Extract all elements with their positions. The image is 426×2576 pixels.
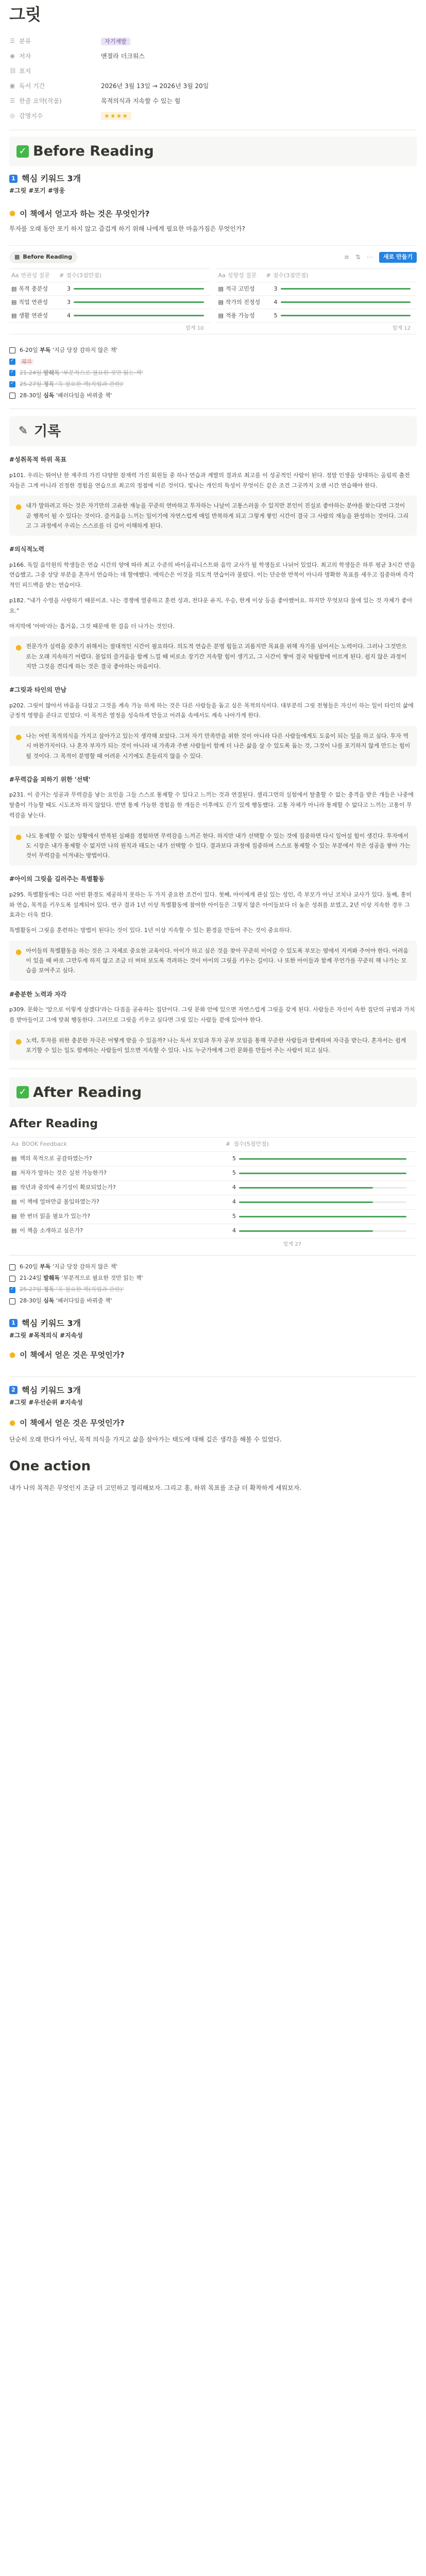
lightbulb-icon: ● bbox=[9, 1419, 16, 1428]
property-value[interactable] bbox=[101, 111, 131, 121]
list-icon: ☰ bbox=[10, 38, 15, 45]
todo-text bbox=[20, 1285, 124, 1295]
number-icon: 1 bbox=[9, 175, 18, 183]
hash-icon: # bbox=[226, 1140, 231, 1147]
row-score: 4 bbox=[274, 298, 278, 306]
keyword-heading-text: 핵심 키워드 3개 bbox=[22, 1385, 81, 1395]
todo-type: 정독 bbox=[43, 1286, 55, 1293]
property-row bbox=[9, 49, 417, 64]
table-row[interactable] bbox=[216, 282, 417, 296]
row-name bbox=[216, 298, 266, 308]
text-icon: Aa bbox=[218, 272, 226, 279]
before-reading-header bbox=[9, 137, 417, 166]
before-question bbox=[9, 208, 417, 234]
after-keywords-1 bbox=[9, 1316, 417, 1341]
divider bbox=[9, 1255, 417, 1256]
feedback-row[interactable] bbox=[9, 1224, 417, 1239]
question-text: 이 책에서 얻은 것은 무엇인가? bbox=[20, 1418, 125, 1428]
todo-text bbox=[20, 391, 112, 401]
todo-desc: '부분적으로 필요한 것만 읽는 책' bbox=[61, 369, 143, 377]
text-icon: Aa bbox=[11, 1140, 19, 1147]
row-score: 3 bbox=[67, 285, 71, 292]
checkbox[interactable] bbox=[9, 381, 15, 387]
property-label: 분류 bbox=[19, 38, 31, 45]
one-action-text: 내가 나의 목적은 무엇인지 조금 더 고민하고 정리해보자. 그리고 홍, 하위 목표를 조금 더 확착하게 세워보자. bbox=[9, 1484, 302, 1492]
feedback-label: 이 책에 얼마만큼 몰입하였는가? bbox=[20, 1198, 99, 1205]
todo-desc: '지금 당장 감하지 않은 책' bbox=[52, 1263, 118, 1270]
property-text: 앤절라 더크워스 bbox=[101, 53, 145, 60]
answer-text: 투자를 오래 동안 포기 하지 않고 즐겁게 하기 위해 나에게 필요한 마음가짐은 무엇인가? bbox=[9, 225, 245, 233]
feedback-name bbox=[9, 1183, 226, 1193]
keyword-heading-text: 핵심 키워드 3개 bbox=[22, 1318, 81, 1328]
feedback-score: 4 bbox=[232, 1227, 236, 1234]
page-icon: ▤ bbox=[11, 285, 17, 292]
callout-text: 아이들의 특별활동을 하는 것은 그 자체로 중요한 교육이다. 아이가 하고 싶은 것을 찾아 꾸준히 이어갈 수 있도록 부모는 옆에서 지켜봐 주어야 한다. 어려움이 있을 때 바로 그만두게 하지 않고 조금 더 버텨 보도록 격려하는 것이 아이의 그릿을 키우는 길이다. 나 또한 아이들과 함께 무언가를 꾸준히 해 나가는 모습을 보여주고 싶다. bbox=[26, 947, 408, 974]
checkbox[interactable] bbox=[9, 347, 15, 353]
question-text: 이 책에서 얻고자 하는 것은 무엇인가? bbox=[20, 209, 150, 218]
feedback-col-label: BOOK Feedback bbox=[22, 1140, 67, 1147]
page-title: 그릿 bbox=[9, 5, 41, 24]
feedback-name bbox=[9, 1154, 226, 1164]
after-sum: 합계 27 bbox=[283, 1241, 302, 1247]
answer-text: 단순히 오래 한다가 아닌, 목적 의식을 가지고 삶을 살아가는 태도에 대해 깊은 생각을 해볼 수 있었다. bbox=[9, 1435, 282, 1443]
record-callout bbox=[9, 826, 417, 866]
todo-item bbox=[9, 356, 417, 367]
todo-item bbox=[9, 1273, 417, 1284]
callout-text: 나는 어떤 목적의식을 가지고 살아가고 있는지 생각해 보았다. 그저 자기 만족만을 위한 것이 아니라 다른 사람들에게도 도움이 되는 일을 하고 싶다. 투자 역시 마찬가지이다. 나 혼자 부자가 되는 것이 아니라 내 가족과 주변 사람들이 함께 더 나은 삶을 살 수 있도록 돕는 것, 그것이 나를 포기하지 않게 만드는 힘이 될 것이다. 그 목적이 분명할 때 어려운 시기에도 흔들리지 않을 수 있다. bbox=[26, 733, 411, 759]
keyword-heading bbox=[9, 1383, 417, 1397]
score-bar-fill bbox=[281, 288, 411, 290]
before-reading-heading bbox=[16, 142, 154, 160]
todo-item bbox=[9, 367, 417, 379]
header-score bbox=[266, 271, 417, 281]
todo-desc: '꼭 필요한 책(직업과 관련)' bbox=[56, 381, 124, 388]
page-icon: ▤ bbox=[11, 1155, 17, 1162]
header-score-label: 점수(3점만점) bbox=[66, 272, 101, 279]
score-bar-fill bbox=[281, 301, 411, 303]
todo-date: 21-24일 bbox=[20, 369, 42, 377]
todo-type: 발췌독 bbox=[43, 1275, 60, 1282]
checkbox[interactable] bbox=[9, 370, 15, 376]
row-name bbox=[216, 311, 266, 321]
record-paragraph: p101. 우리는 뛰어난 한 재주의 가진 다양한 잠재력 가진 회원들 중 하나 연습과 계발의 결과로 최고를 이 성공적인 사람이 된다. 정말 인생을 상대하는 올림픽 출전 자들은 그게 아니라 진정한 경험을 연습으로 최고의 정점에 이른 것이다. 빛나는 개인의 특성이 무엇이든 같은 조건 그곳까지 오랜 시간 연습해야 한다. bbox=[9, 471, 410, 489]
right-sum: 합계 12 bbox=[392, 326, 411, 332]
header-label: 성향성 질문 bbox=[227, 272, 257, 279]
number-icon: 1 bbox=[9, 1319, 18, 1327]
callout-text: 전문가가 실력을 갖추기 위해서는 절대적인 시간이 필요하다. 의도적 연습은 분명 힘들고 괴롭지만 목표를 위해 자기를 넘어서는 노력이다. 그러나 그것만으로는 오래 지속하기 어렵다. 몰입의 즐거움을 함께 느낄 때 비로소 장기간 지속할 힘이 생기고, 그 시간이 쌓여 결국 탁월함에 이르게 된다. 쉽지 않은 과정이지만 그것을 견디게 하는 것은 결국 좋아하는 마음이다. bbox=[26, 643, 407, 670]
feedback-bar-fill bbox=[239, 1201, 373, 1203]
feedback-label: 한 번더 읽을 필요가 있는가? bbox=[20, 1212, 91, 1219]
property-row bbox=[9, 79, 417, 94]
view-tab[interactable] bbox=[9, 251, 77, 263]
lightbulb-icon: ● bbox=[9, 209, 16, 218]
feedback-bar bbox=[239, 1230, 406, 1232]
feedback-score: 5 bbox=[232, 1169, 236, 1176]
before-heading-text: Before Reading bbox=[33, 143, 154, 160]
feedback-bar-fill bbox=[239, 1187, 373, 1189]
feedback-rows bbox=[9, 1152, 417, 1239]
feedback-table bbox=[9, 1137, 417, 1250]
table-header bbox=[9, 269, 210, 282]
row-label: 생활 연관성 bbox=[19, 312, 48, 319]
property-name bbox=[9, 36, 101, 46]
checkbox[interactable] bbox=[9, 1264, 15, 1270]
property-row bbox=[9, 94, 417, 109]
before-reading-database bbox=[9, 245, 417, 334]
property-label: 독서 기간 bbox=[19, 82, 45, 90]
before-keywords bbox=[9, 172, 417, 196]
todo-text bbox=[20, 357, 33, 367]
score-bar bbox=[74, 301, 204, 303]
todo-text bbox=[20, 1274, 143, 1283]
score-bar bbox=[281, 288, 411, 290]
todo-item bbox=[9, 1296, 417, 1307]
todo-item bbox=[9, 1262, 417, 1273]
todo-desc: '꼭 필요한 책(직업과 관련)' bbox=[56, 1286, 124, 1293]
table-row[interactable] bbox=[9, 296, 210, 309]
page-icon: ▤ bbox=[11, 1169, 17, 1176]
number-icon: 2 bbox=[9, 1386, 18, 1394]
property-label: 감명지수 bbox=[19, 112, 43, 120]
todo-text bbox=[20, 1296, 112, 1306]
question-heading bbox=[9, 1349, 417, 1362]
relevance-table bbox=[9, 268, 210, 323]
row-score: 3 bbox=[274, 285, 278, 292]
row-name bbox=[9, 311, 59, 321]
todo-date: 25-27일 bbox=[20, 1286, 42, 1293]
record-paragraph: 특별활동이 그릿을 훈련하는 방법이 된다는 것이 있다. 1년 이상 지속할 수 있는 환경을 만들어 주는 것이 중요하다. bbox=[9, 927, 292, 934]
record-paragraph: p295. 특별활동에는 다른 어떤 환경도 제공하지 못하는 두 가지 중요한 조건이 있다. 첫째, 아이에게 관심 있는 성인, 즉 부모가 아닌 코치나 교사가 있다. 둘째, 흥미와 연습, 목적을 키우도록 설계되어 있다. 연구 결과 1년 이상 특별활동에 참여한 아이들은 그렇지 않은 아이들보다 더 높은 성취를 보였고, 2년 이상 지속한 경우 그 효과는 더욱 컸다. bbox=[9, 891, 412, 919]
feedback-name bbox=[9, 1226, 226, 1236]
todo-text bbox=[20, 346, 117, 355]
after-keywords-2 bbox=[9, 1383, 417, 1408]
property-value[interactable] bbox=[101, 81, 209, 91]
todo-date: 21-24일 bbox=[20, 1275, 42, 1282]
score-bar-fill bbox=[74, 288, 204, 290]
after-heading-text: After Reading bbox=[33, 1084, 142, 1100]
record-callout bbox=[9, 496, 417, 536]
feedback-bar bbox=[239, 1158, 406, 1160]
text-icon: Aa bbox=[11, 272, 19, 279]
lightbulb-icon: ● bbox=[15, 643, 22, 652]
page-icon: ▤ bbox=[11, 1183, 17, 1191]
database-toolbar bbox=[9, 246, 417, 268]
feedback-header bbox=[9, 1138, 417, 1152]
feedback-bar-fill bbox=[239, 1216, 406, 1217]
todo-type: 부독 bbox=[40, 347, 51, 354]
header-score-label: 점수(3점만점) bbox=[272, 272, 309, 279]
callout-text: 나도 통제할 수 없는 상황에서 반복된 실패를 경험하면 무력감을 느끼곤 한다. 하지만 내가 선택할 수 있는 것에 집중하면 다시 일어설 힘이 생긴다. 투자에서도 시장은 내가 통제할 수 없지만 나의 원칙과 태도는 내가 선택할 수 있다. 결과보다 과정에 집중하며 스스로 통제할 수 있는 부분에서 작은 성공을 쌓아 가는 것이 무력감을 이겨내는 방법이다. bbox=[26, 832, 411, 859]
score-bar-fill bbox=[281, 315, 411, 316]
score-bar bbox=[74, 315, 204, 316]
feedback-score: 4 bbox=[232, 1183, 236, 1191]
after-reading-heading bbox=[16, 1083, 142, 1101]
lightbulb-icon: ● bbox=[15, 1037, 22, 1046]
page-icon: ▤ bbox=[11, 298, 17, 306]
todo-type: 심독 bbox=[43, 1297, 55, 1304]
score-bar bbox=[74, 288, 204, 290]
score-tables bbox=[9, 268, 417, 323]
feedback-col-num-label: 점수(5점만점) bbox=[233, 1140, 269, 1147]
property-name bbox=[9, 111, 101, 121]
row-label: 직업 연관성 bbox=[19, 298, 48, 306]
lightbulb-icon: ● bbox=[15, 503, 22, 512]
page-icon: ▤ bbox=[11, 1212, 17, 1219]
question-heading bbox=[9, 208, 417, 221]
score-bar bbox=[281, 315, 411, 316]
todo-type: 정독 bbox=[43, 381, 55, 388]
feedback-name bbox=[9, 1197, 226, 1207]
todo-item bbox=[9, 390, 417, 401]
question-heading bbox=[9, 1417, 417, 1430]
feedback-bar-fill bbox=[239, 1158, 406, 1160]
row-label: 목적 충분성 bbox=[19, 285, 48, 292]
keyword-heading-text: 핵심 키워드 3개 bbox=[22, 174, 81, 183]
feedback-label: 저자가 말하는 것은 실천 가능한가? bbox=[20, 1169, 107, 1176]
hash-icon: # bbox=[59, 272, 64, 279]
property-name bbox=[9, 51, 101, 61]
score-bar-fill bbox=[74, 301, 204, 303]
todo-item bbox=[9, 1284, 417, 1296]
left-sum: 합계 10 bbox=[185, 326, 204, 332]
record-heading-text: 기록 bbox=[34, 423, 61, 439]
page-icon: ▤ bbox=[218, 285, 224, 292]
property-name bbox=[9, 66, 101, 76]
feedback-bar bbox=[239, 1201, 406, 1203]
check-icon: ✓ bbox=[16, 145, 29, 158]
keyword-tags: #그릿 #포기 #영웅 bbox=[9, 187, 65, 195]
record-callout bbox=[9, 636, 417, 676]
feedback-bar bbox=[239, 1173, 406, 1174]
todo-text bbox=[20, 1262, 117, 1272]
record-paragraph: p231. 이 증거는 성공과 무력감을 낳는 요인을 그들 스스로 통제할 수 있다고 느끼는 것과 연결된다. 셀리그먼의 실험에서 탈출할 수 없는 충격을 받은 개들은 나중에 탈출이 가능할 때도 시도조차 하지 않았다. 반면 통제 가능한 경험을 한 개들은 이후에도 끈기 있게 행동했다. 고통 자체가 아니라 통제할 수 없다고 느끼는 고통이 무력감을 낳는다. bbox=[9, 791, 414, 819]
lightbulb-icon: ● bbox=[15, 947, 22, 956]
propensity-table bbox=[216, 268, 417, 323]
table-header bbox=[216, 269, 417, 282]
record-callout bbox=[9, 941, 417, 981]
todo-date: 28-30일 bbox=[20, 1297, 42, 1304]
record-paragraph: p166. 독일 음악원의 학생들은 연습 시간의 양에 따라 최고 수준의 바이올리니스트와 음악 교사가 될 학생들로 나뉘어 있었다. 최고의 학생들은 하루 평균 3시간 반을 연습했고, 그중 상당 부분을 혼자서 연습하는 데 할애했다. 에릭슨은 이것을 의도적 연습이라 불렀다. 이는 단순한 반복이 아니라 명확한 목표를 세우고 집중하며 즉각적인 피드백을 받는 연습이다. bbox=[9, 561, 416, 589]
row-label: 적극 고민성 bbox=[225, 285, 255, 292]
header-name bbox=[216, 271, 266, 281]
todo-date: 6-20일 bbox=[20, 347, 38, 354]
lightbulb-icon: ● bbox=[9, 1351, 16, 1360]
feedback-score: 5 bbox=[232, 1212, 236, 1219]
after-reading-header bbox=[9, 1077, 417, 1107]
checkbox[interactable] bbox=[9, 393, 15, 399]
property-label: 한줄 요약(작품) bbox=[19, 97, 62, 105]
check-icon: ✓ bbox=[16, 1086, 29, 1098]
record-subheading: #아이의 그릿을 길러주는 특별활동 bbox=[9, 875, 105, 883]
todo-desc: '패러다임을 바꿔줄 책' bbox=[56, 1297, 112, 1304]
todo-item bbox=[9, 345, 417, 356]
score-bar-fill bbox=[74, 315, 204, 316]
record-subheading: #의식적노력 bbox=[9, 546, 45, 553]
property-row bbox=[9, 64, 417, 79]
todo-type: 심독 bbox=[43, 392, 55, 399]
after-todos bbox=[9, 1262, 417, 1307]
rating-stars: ★★★★ bbox=[101, 112, 131, 120]
checkbox[interactable] bbox=[9, 359, 15, 365]
feedback-row[interactable] bbox=[9, 1181, 417, 1195]
star-icon: ◎ bbox=[10, 112, 15, 120]
view-tab-label: Before Reading bbox=[23, 253, 73, 261]
table-row[interactable] bbox=[216, 309, 417, 323]
more-icon[interactable]: ⋯ bbox=[367, 253, 373, 261]
one-action-title: One action bbox=[9, 1459, 91, 1475]
property-name bbox=[9, 81, 101, 91]
table-icon: ▦ bbox=[14, 253, 20, 261]
todo-item bbox=[9, 379, 417, 390]
feedback-score: 4 bbox=[232, 1198, 236, 1205]
after-question-2 bbox=[9, 1417, 417, 1445]
keyword-heading bbox=[9, 172, 417, 185]
todo-text bbox=[20, 368, 143, 378]
page-icon: ▤ bbox=[11, 1198, 17, 1205]
page-icon: ▤ bbox=[218, 312, 224, 319]
record-paragraph: p309. 문화는 '앞으로 이렇게 살겠다'라는 다짐을 공유하는 집단이다. 그릿 문화 안에 있으면 자연스럽게 그릿을 갖게 된다. 사람들은 자신이 속한 집단의 규범과 가치를 받아들이고 그에 맞춰 행동한다. 그러므로 그릿을 키우고 싶다면 그릿 있는 사람들 곁에 있어야 한다. bbox=[9, 1006, 415, 1023]
new-button[interactable]: 새로 만들기 bbox=[379, 252, 417, 263]
record-subheading: #무력감을 피하기 위한 '선택' bbox=[9, 775, 91, 783]
person-icon: ◉ bbox=[10, 53, 15, 60]
feedback-bar bbox=[239, 1187, 406, 1189]
todo-text bbox=[20, 380, 124, 389]
hash-icon: # bbox=[266, 272, 271, 279]
property-name bbox=[9, 96, 101, 106]
record-callout bbox=[9, 1030, 417, 1061]
one-action bbox=[9, 1455, 417, 1494]
todo-date: 6-20일 bbox=[20, 1263, 38, 1270]
record-subheading: #성취목적 하위 목표 bbox=[9, 456, 67, 464]
record-callout bbox=[9, 726, 417, 766]
table-row[interactable] bbox=[9, 309, 210, 323]
row-score: 3 bbox=[67, 298, 71, 306]
row-score: 4 bbox=[67, 312, 71, 319]
score-bar bbox=[281, 301, 411, 303]
calendar-icon: ▣ bbox=[9, 82, 15, 90]
row-score: 5 bbox=[274, 312, 278, 319]
property-label: 저자 bbox=[19, 53, 31, 60]
feedback-label: 작년과 중의에 유기성이 확보되었는가? bbox=[20, 1183, 116, 1191]
after-db-title: After Reading bbox=[9, 1117, 98, 1131]
filter-icon[interactable]: ≡ bbox=[344, 253, 349, 261]
feedback-row[interactable] bbox=[9, 1152, 417, 1166]
header-name bbox=[9, 271, 59, 281]
feedback-name bbox=[9, 1168, 226, 1178]
header-score bbox=[59, 271, 210, 281]
checkbox[interactable] bbox=[9, 1298, 15, 1304]
property-text: 목적의식과 지속할 수 있는 힘 bbox=[101, 97, 181, 105]
todo-desc: '지금 당장 감하지 않은 책' bbox=[52, 347, 118, 354]
list-icon: ☰ bbox=[10, 97, 15, 105]
properties bbox=[9, 34, 417, 124]
before-todos bbox=[9, 345, 417, 401]
row-label: 적용 가능성 bbox=[225, 312, 255, 319]
todo-type: 발췌독 bbox=[43, 369, 60, 377]
property-label: 표지 bbox=[19, 67, 31, 75]
feedback-col-name bbox=[9, 1140, 226, 1149]
feedback-name bbox=[9, 1212, 226, 1222]
feedback-row[interactable] bbox=[9, 1195, 417, 1210]
todo-date: 25-27일 bbox=[20, 381, 42, 388]
row-name bbox=[9, 298, 59, 308]
row-name bbox=[9, 284, 59, 294]
record-header bbox=[9, 416, 417, 446]
record-heading bbox=[16, 422, 61, 440]
property-value[interactable] bbox=[101, 36, 130, 47]
property-value[interactable] bbox=[101, 96, 180, 106]
lightbulb-icon: ● bbox=[15, 833, 22, 841]
checkbox[interactable] bbox=[9, 1276, 15, 1282]
feedback-score: 5 bbox=[232, 1155, 236, 1162]
callout-text: 노력, 투자를 위한 충분한 자극은 어떻게 받을 수 있을까? 나는 독서 모임과 투자 공부 모임을 통해 꾸준한 사람들과 함께하며 자극을 받는다. 혼자서는 쉽게 포기할 수 있는 일도 함께하는 사람들이 있으면 지속할 수 있다. 나도 누군가에게 그런 문화를 만들어 주는 사람이 되고 싶다. bbox=[26, 1037, 406, 1054]
keyword-tags: #그릿 #목적의식 #지속성 bbox=[9, 1331, 83, 1339]
todo-desc: 평가 bbox=[20, 359, 33, 365]
after-question-1 bbox=[9, 1349, 417, 1362]
todo-desc: '부분적으로 필요한 것만 읽는 책' bbox=[61, 1275, 143, 1282]
todo-type: 부독 bbox=[40, 1263, 51, 1270]
row-name bbox=[216, 284, 266, 294]
feedback-bar-fill bbox=[239, 1230, 373, 1232]
feedback-row[interactable] bbox=[9, 1210, 417, 1224]
callout-text: 내가 말하려고 하는 것은 자기만의 고유한 재능을 꾸준히 연마하고 투자하는 나날이 고통스러울 수 있지만 본인이 진실로 좋아하는 분야를 찾는다면 그것이 곧 행복이 될 수 있다는 것이다. 즐거움을 느끼는 일이기에 자연스럽게 매일 반복하게 되고 그렇게 쌓인 시간이 결국 그 사람의 재능을 완성하는 것이다. 그리고 그 과정에서 우리는 스스로를 더 깊이 이해하게 된다. bbox=[26, 502, 408, 529]
record-paragraph: 마지막에 '아마'라는 흡거움, 그것 때문에 한 걸음 더 나가는 것인다. bbox=[9, 622, 175, 630]
feedback-bar-fill bbox=[239, 1173, 406, 1174]
question-text: 이 책에서 얻은 것은 무엇인가? bbox=[20, 1350, 125, 1360]
header-label: 연관성 질문 bbox=[21, 272, 50, 279]
database-tools bbox=[344, 252, 417, 263]
keyword-tags: #그릿 #우선순위 #지속성 bbox=[9, 1398, 83, 1406]
record-paragraph: p202. 그릿이 많아서 마음을 다잡고 그것을 계속 가능 하게 하는 것은 다른 사람들을 돕고 싶은 목적의식이다. 대부분의 그릿 전형들은 자신이 하는 일이 타인의 삶에 긍정적 영향을 준다고 믿었다. 이 목적은 열정을 성숙하게 만들고 어려움 속에서도 계속 나아가게 한다. bbox=[9, 702, 414, 719]
page-icon: ▤ bbox=[218, 298, 224, 306]
todo-date: 28-30일 bbox=[20, 392, 42, 399]
feedback-col-num bbox=[226, 1140, 417, 1149]
sort-icon[interactable]: ⇅ bbox=[355, 253, 361, 261]
property-row bbox=[9, 109, 417, 124]
record-paragraph: p182. "내가 수영을 사랑하기 때문이죠. 나는 경쟁에 열중하고 훈련 성과, 전다운 유지, 우승, 한계 이상 등을 좋아했어요. 하지만 무엇보다 물에 있는 것 자체가 좋아요." bbox=[9, 597, 413, 614]
record-subheading: #그릿과 타인의 만남 bbox=[9, 686, 67, 694]
feedback-bar bbox=[239, 1216, 406, 1217]
todo-desc: '패러다임을 바꿔줄 책' bbox=[56, 392, 112, 399]
page-icon: ▤ bbox=[11, 1227, 17, 1234]
lightbulb-icon: ● bbox=[15, 733, 22, 742]
row-label: 작가의 진정성 bbox=[225, 298, 261, 306]
feedback-label: 이 책을 소개하고 싶은가? bbox=[20, 1227, 83, 1234]
feedback-label: 책의 목적으로 공감하였는가? bbox=[20, 1155, 92, 1162]
checkbox[interactable] bbox=[9, 1287, 15, 1293]
memo-icon: ✎ bbox=[18, 425, 28, 438]
feedback-row[interactable] bbox=[9, 1166, 417, 1181]
record-subheading: #충분한 노력과 자각 bbox=[9, 990, 67, 998]
sum-row bbox=[9, 323, 417, 334]
property-row bbox=[9, 34, 417, 49]
property-text: 2026년 3월 13일 → 2026년 3월 20일 bbox=[101, 82, 209, 90]
table-row[interactable] bbox=[216, 296, 417, 309]
property-value[interactable] bbox=[101, 51, 145, 61]
table-row[interactable] bbox=[9, 282, 210, 296]
record-body bbox=[9, 454, 417, 1060]
page-icon: ▤ bbox=[11, 312, 17, 319]
category-tag: 자기계발 bbox=[101, 38, 130, 45]
keyword-heading bbox=[9, 1316, 417, 1330]
link-icon: ⛓ bbox=[9, 67, 16, 75]
